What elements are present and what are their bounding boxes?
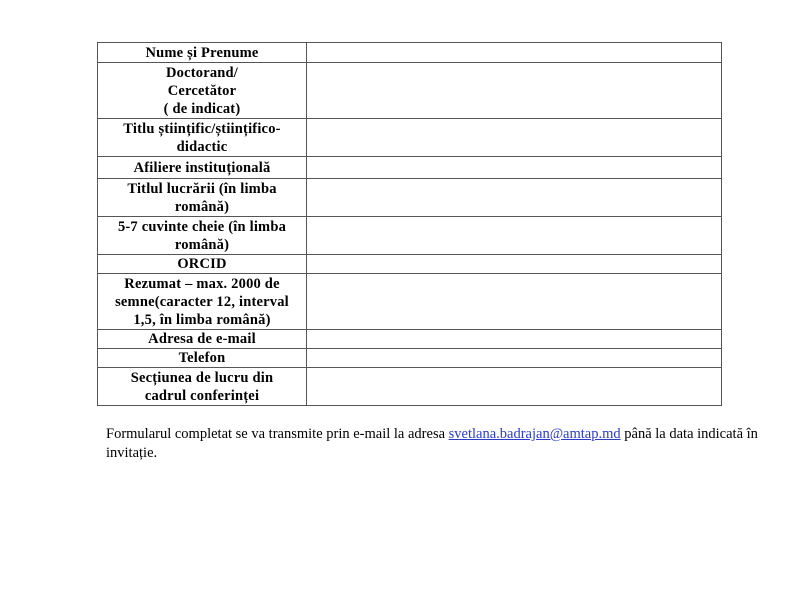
submission-note-lead: Formularul completat se va transmite prin e-mail la adresa	[106, 426, 449, 442]
value-section[interactable]	[307, 368, 722, 406]
form-row-section	[98, 368, 722, 406]
label-abstract	[98, 274, 307, 330]
form-row-keywords	[98, 217, 722, 255]
value-name[interactable]	[307, 43, 722, 63]
label-section-text: Secțiunea de lucru din cadrul conferinței	[130, 369, 274, 404]
label-affiliation	[98, 157, 307, 179]
value-paper-title[interactable]	[307, 179, 722, 217]
form-row-email	[98, 330, 722, 349]
label-orcid	[98, 255, 307, 274]
registration-form-table	[97, 42, 722, 406]
label-email-text: Adresa de e-mail	[148, 331, 256, 347]
value-scientific-title[interactable]	[307, 119, 722, 157]
label-phone-text: Telefon	[178, 350, 226, 366]
label-scientific-title	[98, 119, 307, 157]
value-keywords[interactable]	[307, 217, 722, 255]
value-abstract[interactable]	[307, 274, 722, 330]
contact-email-link[interactable]: svetlana.badrajan@amtap.md	[448, 426, 621, 442]
form-row-orcid	[98, 255, 722, 274]
form-row-name	[98, 43, 722, 63]
label-scientific-title-text: Titlu științific/științifico- didactic	[123, 120, 281, 155]
label-email	[98, 330, 307, 349]
label-keywords	[98, 217, 307, 255]
form-row-status	[98, 63, 722, 119]
form-row-title	[98, 119, 722, 157]
label-phone	[98, 349, 307, 368]
value-status[interactable]	[307, 63, 722, 119]
label-name	[98, 43, 307, 63]
label-orcid-text: ORCID	[177, 256, 227, 272]
form-row-paper-title	[98, 179, 722, 217]
label-section	[98, 368, 307, 406]
label-keywords-text: 5-7 cuvinte cheie (în limba română)	[117, 218, 287, 253]
form-row-phone	[98, 349, 722, 368]
label-status	[98, 63, 307, 119]
value-affiliation[interactable]	[307, 157, 722, 179]
value-orcid[interactable]	[307, 255, 722, 274]
label-abstract-text: Rezumat – max. 2000 de semne(caracter 12, interval 1,5, în limba română)	[115, 275, 289, 328]
submission-note-tail: până la data indicată în invitație.	[106, 426, 758, 461]
value-phone[interactable]	[307, 349, 722, 368]
label-name-text: Nume și Prenume	[145, 44, 259, 61]
label-paper-title	[98, 179, 307, 217]
label-status-text: Doctorand/ Cercetător ( de indicat)	[163, 64, 241, 117]
value-email[interactable]	[307, 330, 722, 349]
label-paper-title-text: Titlul lucrării (în limba română)	[127, 180, 277, 215]
form-row-affiliation	[98, 157, 722, 179]
submission-note	[106, 425, 776, 463]
label-affiliation-text: Afiliere instituțională	[133, 159, 271, 176]
form-row-abstract	[98, 274, 722, 330]
